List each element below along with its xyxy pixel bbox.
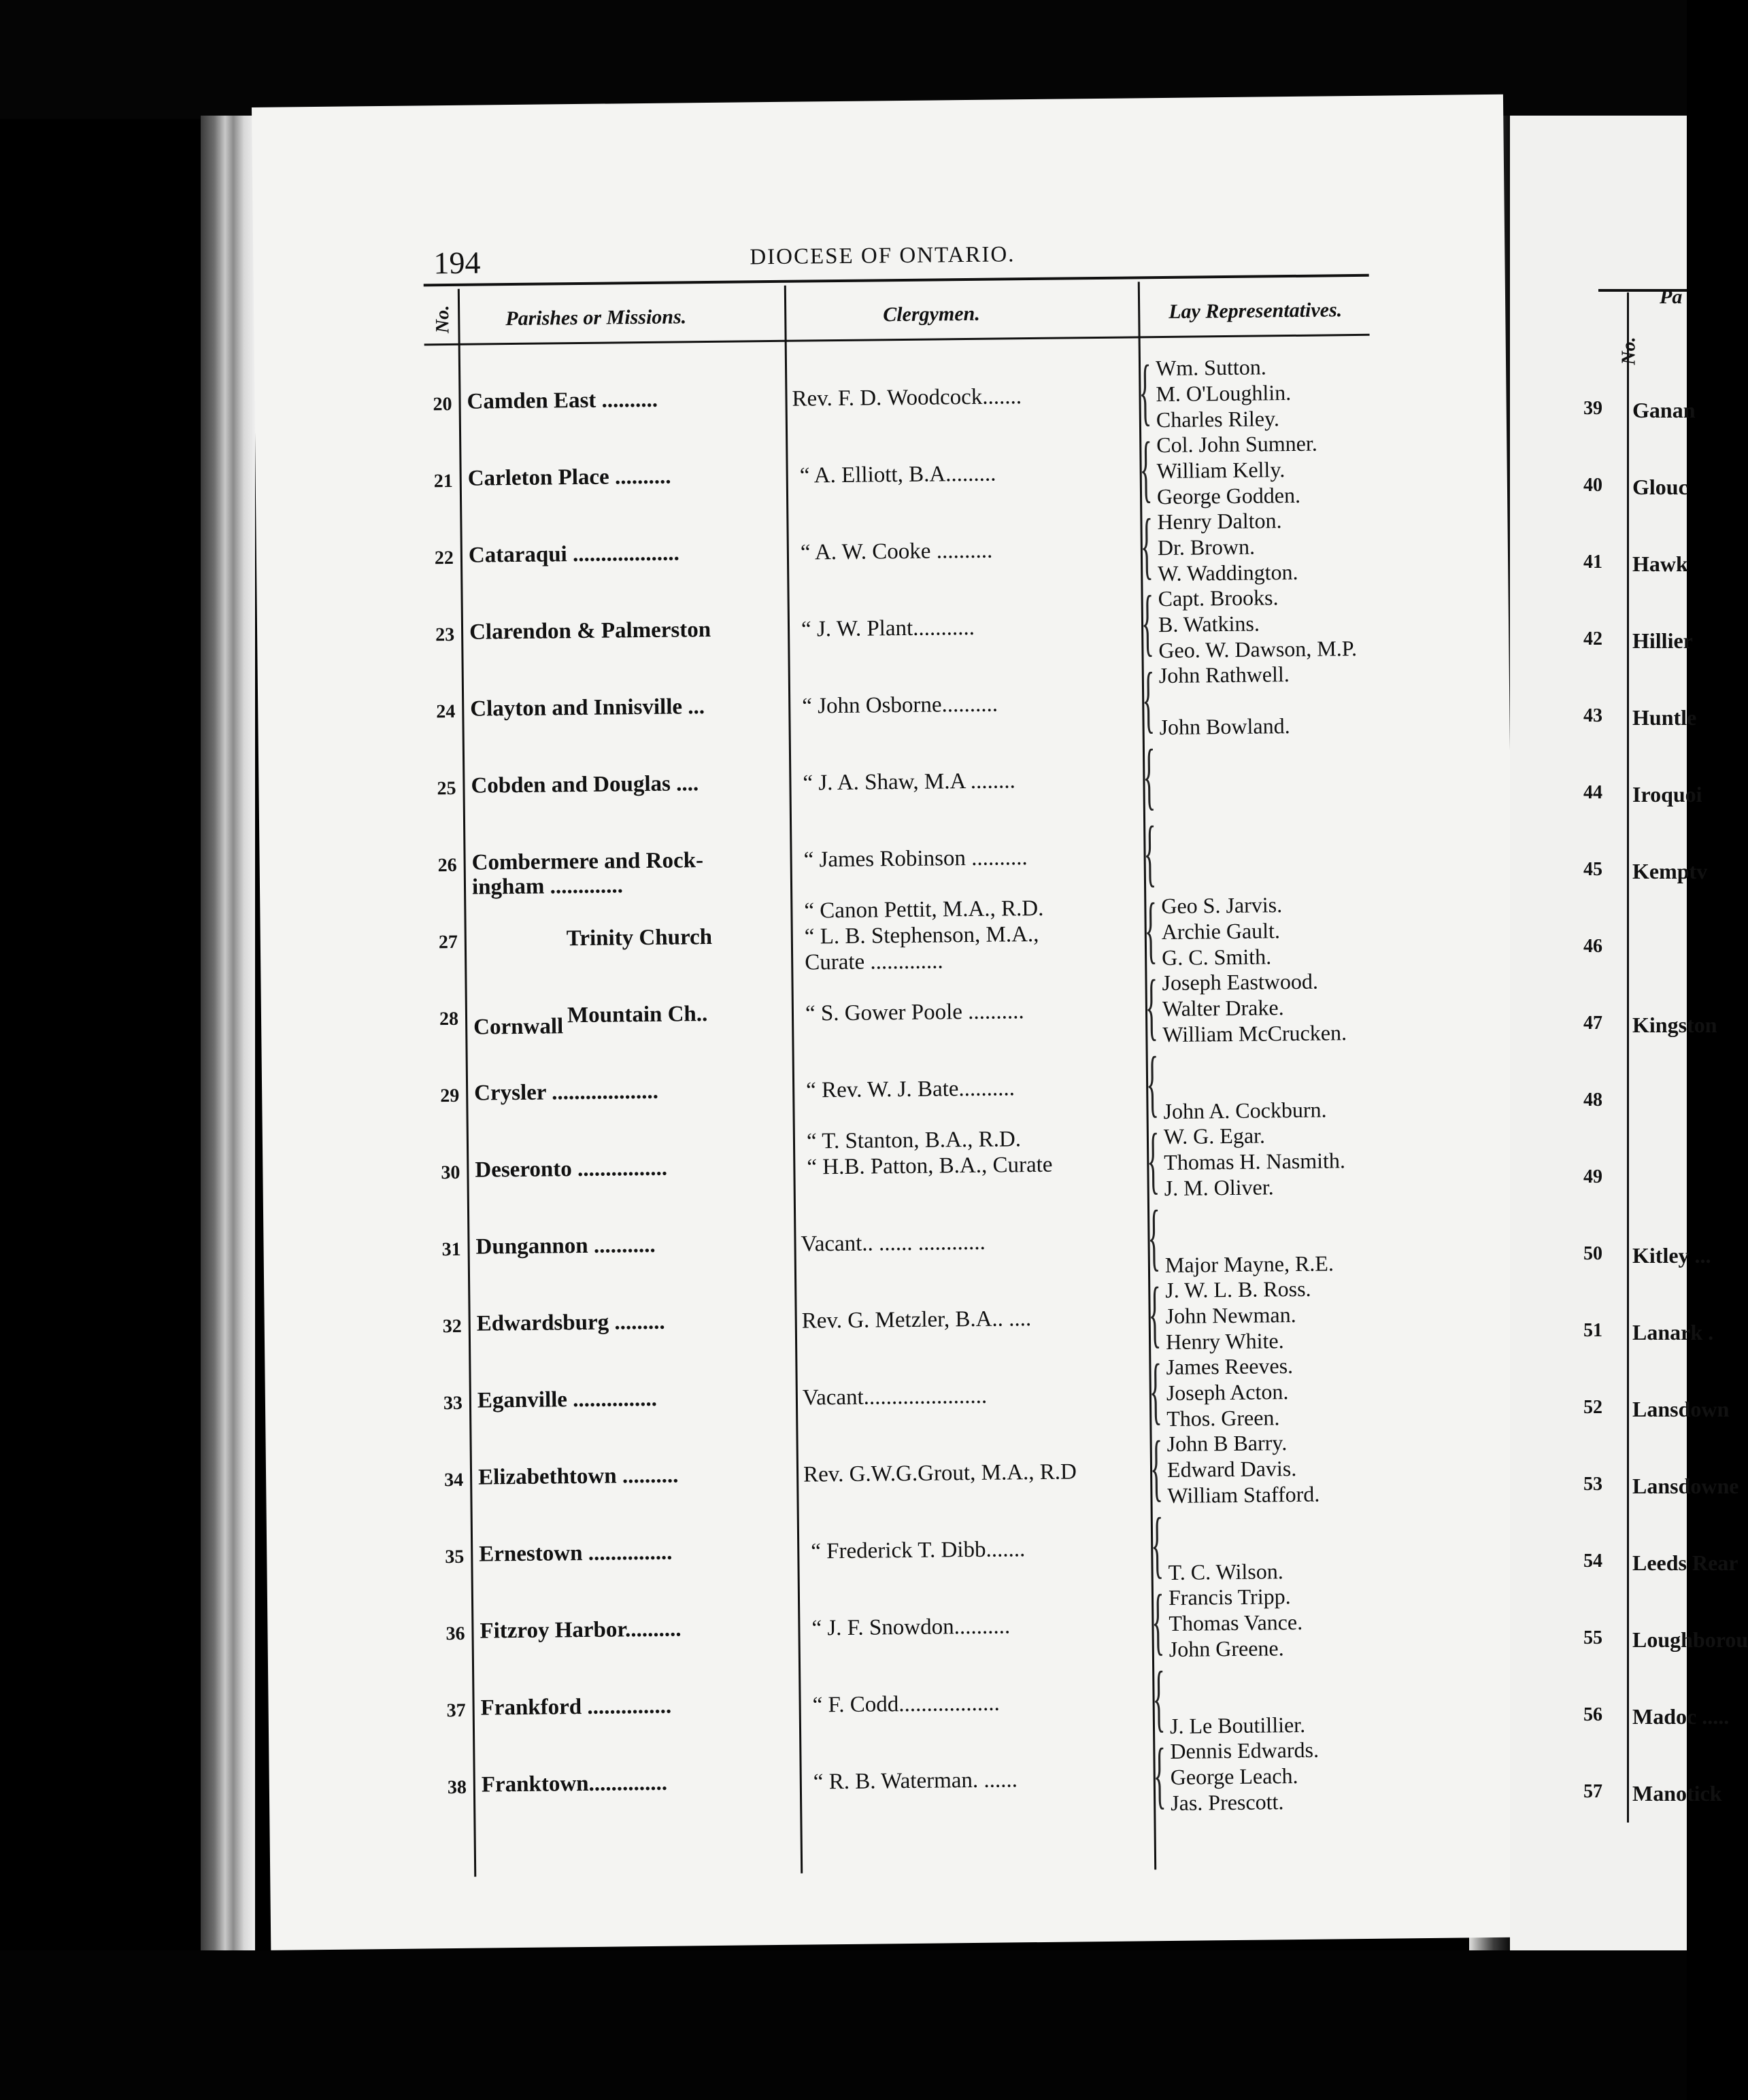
brace-mark: { (1153, 1733, 1166, 1816)
brace-mark: { (1143, 811, 1157, 894)
lay-representatives: John B Barry. Edward Davis. William Stafford. (1166, 1430, 1320, 1508)
brace-mark: { (1138, 350, 1152, 433)
column-head-lay: Lay Representatives. (1169, 299, 1343, 323)
brace-mark: { (1140, 503, 1154, 587)
brace-mark: { (1142, 734, 1156, 817)
right-row-number: 44 (1583, 782, 1602, 803)
brace-mark: { (1149, 1349, 1162, 1432)
parish-name: Ernestown ............... (479, 1540, 673, 1567)
clergyman: “ S. Gower Poole .......... (805, 999, 1024, 1026)
right-parish-name: Glouc (1632, 475, 1688, 499)
column-head-rule (424, 334, 1370, 346)
row-number: 35 (445, 1546, 465, 1568)
right-parish-name: Kitley ... (1632, 1243, 1711, 1268)
lay-representatives: Wm. Sutton. M. O'Loughlin. Charles Riley. (1155, 354, 1292, 433)
clergyman: “ Frederick T. Dibb....... (811, 1537, 1026, 1564)
row-number: 34 (443, 1469, 464, 1491)
column-head-no: No. (432, 305, 454, 334)
row-number: 21 (433, 470, 453, 492)
parish-name: Cobden and Douglas .... (471, 771, 699, 798)
lay-representatives: Henry Dalton. Dr. Brown. W. Waddington. (1157, 508, 1298, 586)
clergyman: Vacant...................... (802, 1383, 988, 1410)
right-row-number: 56 (1583, 1704, 1602, 1725)
lay-representatives: J. Le Boutillier. (1169, 1661, 1306, 1738)
clergyman: Rev. G.W.G.Grout, M.A., R.D (803, 1459, 1077, 1487)
parish-name: Dungannon ........... (475, 1232, 656, 1259)
right-column-head-parish: Pa (1660, 286, 1683, 308)
right-parish-name: Lansdown (1632, 1397, 1730, 1421)
clergyman: “ A. Elliott, B.A......... (799, 461, 996, 488)
parish-name: Edwardsburg ......... (476, 1309, 665, 1336)
right-row-number: 52 (1583, 1397, 1602, 1418)
header-rule (424, 274, 1369, 287)
parish-name: Carleton Place .......... (467, 464, 671, 491)
right-parish-name: Loughborou (1632, 1627, 1748, 1652)
right-parish-name: Lanark . (1632, 1320, 1714, 1344)
right-parish-name: Ganan (1632, 398, 1696, 422)
column-divider-clergy (784, 286, 803, 1874)
parish-name: Crysler ................... (474, 1079, 659, 1106)
brace-mark: { (1141, 580, 1155, 664)
brace-mark: { (1151, 1579, 1165, 1663)
parish-name: Cataraqui ................... (468, 541, 679, 568)
right-row-number: 53 (1583, 1474, 1602, 1495)
right-row-number: 40 (1583, 475, 1602, 496)
brace-mark: { (1146, 1118, 1160, 1202)
row-number: 20 (433, 393, 452, 416)
column-head-parishes: Parishes or Missions. (505, 305, 687, 331)
right-parish-name: Hillier (1632, 628, 1693, 653)
lay-representatives: J. W. L. B. Ross. John Newman. Henry White. (1165, 1276, 1311, 1355)
row-number: 23 (435, 624, 455, 646)
parish-name: Eganville ............... (477, 1386, 658, 1413)
lay-representatives: W. G. Egar. Thomas H. Nasmith. J. M. Oliver. (1163, 1123, 1346, 1201)
clergyman: “ R. B. Waterman. ...... (813, 1767, 1018, 1795)
brace-mark: { (1148, 1272, 1162, 1355)
clergyman: “ T. Stanton, B.A., R.D. “ H.B. Patton, B.A., Curate (806, 1127, 1053, 1180)
row-number: 29 (440, 1085, 460, 1107)
clergyman: “ Canon Pettit, M.A., R.D. “ L. B. Stephenson, M.A., Curate ............. (804, 896, 1044, 975)
lay-representatives: Geo S. Jarvis. Archie Gault. G. C. Smith. (1161, 892, 1283, 970)
right-row-number: 47 (1583, 1013, 1602, 1034)
right-row-number: 43 (1583, 705, 1602, 726)
right-row-number: 49 (1583, 1166, 1602, 1187)
right-row-number: 41 (1583, 552, 1602, 573)
right-row-number: 51 (1583, 1320, 1602, 1341)
parish-name: Trinity Church (566, 924, 713, 951)
parish-name: Clayton and Innisville ... (470, 694, 705, 722)
lay-representatives: T. C. Wilson. (1167, 1508, 1283, 1585)
right-column-divider (1627, 292, 1629, 1823)
lay-representatives: Capt. Brooks. B. Watkins. Geo. W. Dawson, M.P. (1158, 585, 1358, 663)
right-row-number: 42 (1583, 628, 1602, 649)
brace-mark: { (1150, 1502, 1164, 1586)
clergyman: “ A. W. Cooke .......... (800, 538, 993, 565)
lay-representatives: John Rathwell. John Bowland. (1158, 662, 1290, 740)
cornwall-label: Cornwall (473, 1014, 564, 1040)
right-row-number: 48 (1583, 1089, 1602, 1111)
brace-mark: { (1141, 657, 1156, 741)
right-parish-name: Kemptv (1632, 859, 1708, 883)
parish-name: Mountain Ch.. (567, 1002, 708, 1028)
parish-name: Deseronto ................ (475, 1155, 668, 1183)
lay-representatives: Francis Tripp. Thomas Vance. John Greene. (1168, 1584, 1303, 1661)
row-number: 30 (441, 1162, 460, 1184)
right-parish-name: Manotick (1632, 1781, 1722, 1806)
right-row-number: 57 (1583, 1781, 1602, 1802)
right-row-number: 54 (1583, 1551, 1602, 1572)
right-column-head-no: No. (1618, 337, 1640, 365)
row-number: 24 (436, 700, 456, 723)
row-number: 22 (434, 547, 454, 569)
lay-representatives: John A. Cockburn. (1162, 1047, 1327, 1124)
brace-mark: { (1144, 887, 1158, 971)
right-row-number: 39 (1583, 398, 1602, 419)
row-number: 37 (446, 1699, 466, 1722)
column-head-clergymen: Clergymen. (883, 302, 980, 326)
parish-name: Elizabethtown .......... (477, 1463, 679, 1490)
parish-name: Camden East .......... (467, 387, 658, 414)
clergyman: “ Rev. W. J. Bate.......... (805, 1076, 1015, 1103)
lay-representatives: Joseph Eastwood. Walter Drake. William McCrucken. (1162, 968, 1347, 1047)
row-number: 36 (446, 1623, 465, 1645)
right-parish-name: Hawk (1632, 552, 1688, 576)
book-page-edges (201, 116, 255, 1952)
lay-representatives: Col. John Sumner. William Kelly. George Godden. (1156, 430, 1317, 509)
clergyman: “ J. F. Snowdon.......... (811, 1614, 1011, 1641)
right-row-number: 46 (1583, 936, 1602, 957)
parish-name: Frankford ............... (480, 1693, 672, 1721)
right-parish-name: Kingston (1632, 1013, 1717, 1037)
right-parish-name: Leeds Rear (1632, 1551, 1738, 1575)
brace-mark: { (1145, 1041, 1160, 1125)
clergyman: “ John Osborne.......... (802, 692, 998, 719)
right-row-number: 55 (1583, 1627, 1602, 1648)
parish-name: Fitzroy Harbor.......... (480, 1616, 682, 1644)
right-row-number: 50 (1583, 1243, 1602, 1264)
right-parish-name: Madoc ..... (1632, 1704, 1730, 1729)
row-number: 33 (443, 1392, 463, 1415)
row-number: 27 (438, 931, 458, 953)
clergyman: Rev. G. Metzler, B.A.. .... (801, 1306, 1032, 1334)
lay-representatives: Dennis Edwards. George Leach. Jas. Prescott. (1170, 1737, 1320, 1815)
row-number: 28 (439, 1008, 459, 1030)
right-row-number: 45 (1583, 859, 1602, 880)
right-parish-name: Huntle (1632, 705, 1697, 730)
brace-mark: { (1139, 426, 1153, 510)
parish-name: Clarendon & Palmerston (469, 617, 711, 645)
lay-representatives: Major Mayne, R.E. (1164, 1201, 1334, 1278)
scan-background-bottom (0, 1950, 1687, 2100)
clergyman: Vacant.. ...... ............ (801, 1230, 986, 1257)
brace-mark: { (1147, 1195, 1161, 1278)
parish-name: Combermere and Rock- ingham ............. (471, 848, 704, 900)
right-parish-name: Iroquoi (1632, 782, 1702, 807)
brace-mark: { (1145, 964, 1159, 1048)
clergyman: “ James Robinson .......... (803, 845, 1028, 873)
parish-name: Franktown.............. (481, 1770, 668, 1797)
row-number: 26 (437, 854, 457, 877)
page-title: DIOCESE OF ONTARIO. (750, 242, 1015, 270)
clergyman: “ J. W. Plant........... (801, 615, 975, 642)
right-parish-name: Lansdowne (1632, 1474, 1739, 1498)
page-number: 194 (433, 245, 481, 281)
row-number: 25 (437, 777, 456, 800)
brace-mark: { (1152, 1656, 1166, 1740)
left-page (252, 95, 1522, 1950)
row-number: 32 (442, 1315, 462, 1338)
row-number: 38 (447, 1776, 467, 1799)
clergyman: Rev. F. D. Woodcock....... (792, 384, 1022, 411)
row-number: 31 (441, 1238, 461, 1261)
brace-mark: { (1149, 1425, 1164, 1509)
clergyman: “ J. A. Shaw, M.A ........ (803, 768, 1015, 796)
lay-representatives: James Reeves. Joseph Acton. Thos. Green. (1166, 1353, 1294, 1432)
clergyman: “ F. Codd.................. (812, 1691, 1000, 1718)
